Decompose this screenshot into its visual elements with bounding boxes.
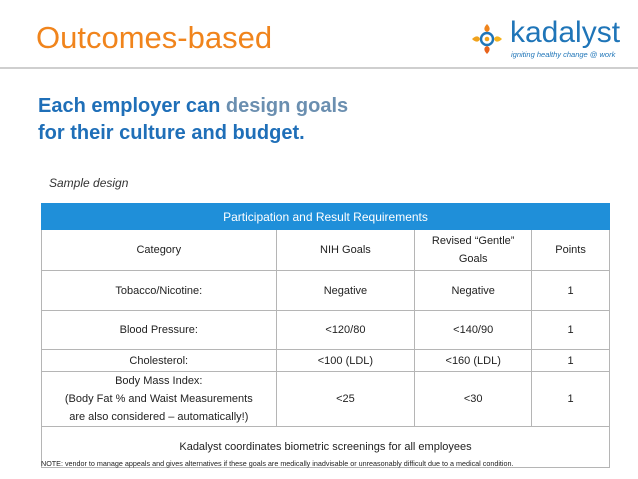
cell-points: 1 [532, 271, 610, 311]
cell-nih: <120/80 [276, 311, 415, 350]
cell-revised: <30 [415, 372, 532, 427]
headline-part2: for their culture and budget. [38, 122, 305, 144]
table-footer-text: Kadalyst coordinates biometric screenings for all employees [42, 427, 610, 468]
cell-points: 1 [532, 372, 610, 427]
logo-tagline: igniting healthy change @ work [511, 50, 616, 59]
headline [38, 93, 478, 147]
cell-category: Blood Pressure: [42, 311, 277, 350]
table-header-row [42, 230, 610, 271]
cell-category: Cholesterol: [42, 350, 277, 372]
header-nih-goals: NIH Goals [276, 230, 415, 271]
cell-points: 1 [532, 350, 610, 372]
page-title: Outcomes-based [36, 20, 273, 55]
table-row [42, 311, 610, 350]
table-band-row [42, 204, 610, 230]
cell-revised: Negative [415, 271, 532, 311]
sample-label: Sample design [49, 176, 129, 190]
headline-part1: Each employer can [38, 95, 226, 117]
bmi-line-3: are also considered – automatically!) [69, 411, 249, 423]
logo-wordmark: kadalyst [510, 16, 621, 49]
header-points: Points [532, 230, 610, 271]
kadalyst-flame-icon [470, 22, 504, 56]
kadalyst-logo [470, 16, 620, 62]
footnote: NOTE: vendor to manage appeals and gives alternatives if these goals are medically inadvisable or unreasonably difficult due to a medical condition. [41, 459, 514, 468]
cell-revised: <140/90 [415, 311, 532, 350]
bmi-line-1: Body Mass Index: [115, 375, 203, 387]
table-row [42, 271, 610, 311]
title-divider [0, 67, 638, 69]
cell-nih: Negative [276, 271, 415, 311]
table-row [42, 350, 610, 372]
header-category: Category [42, 230, 277, 271]
cell-revised: <160 (LDL) [415, 350, 532, 372]
requirements-table [41, 203, 610, 468]
cell-nih: <25 [276, 372, 415, 427]
table-band-title: Participation and Result Requirements [42, 204, 610, 230]
headline-highlight: design goals [225, 95, 349, 117]
header-revised-goals-text: Revised “Gentle” Goals [431, 235, 515, 265]
header-revised-goals [415, 230, 532, 271]
cell-nih: <100 (LDL) [276, 350, 415, 372]
cell-category-bmi [42, 372, 277, 427]
cell-category: Tobacco/Nicotine: [42, 271, 277, 311]
table-row [42, 372, 610, 427]
bmi-line-2: (Body Fat % and Waist Measurements [64, 393, 253, 405]
cell-points: 1 [532, 311, 610, 350]
